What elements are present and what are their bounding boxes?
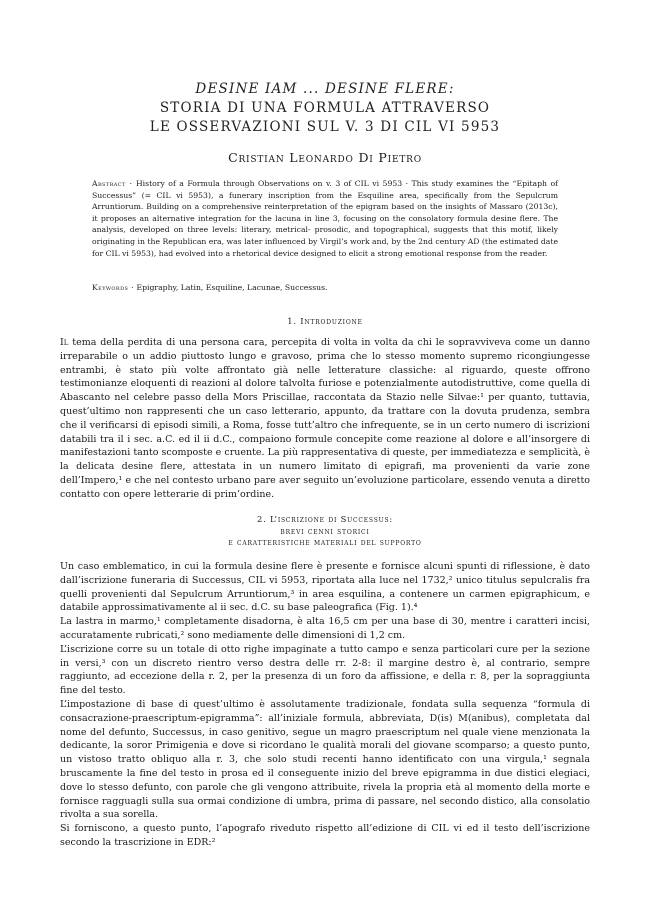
abstract-label: Abstract ·	[92, 179, 133, 188]
title-line-3: LE OSSERVAZIONI SUL V. 3 DI CIL VI 5953	[149, 119, 501, 135]
section-heading-line-3: e caratteristiche materiali del supporto	[228, 537, 422, 547]
keywords-text: Epigraphy, Latin, Esquiline, Lacunae, Successus.	[136, 283, 328, 292]
article-title	[60, 80, 590, 137]
author-name: Cristian Leonardo Di Pietro	[228, 150, 422, 165]
introduction-paragraph	[60, 336, 590, 502]
inscription-body	[60, 560, 590, 850]
body-paragraph: L’impostazione di base di quest’ultimo è assolutamente tradizionale, fondata sulla sequenza “formula di consacrazione-praescriptum-epigramma”: all’iniziale formula, abbreviata, D(is) M(anibus), completata dal nome del defunto, Successus, in caso genitivo, segue un magro praescriptum nel quale viene menzionata la dedicante, la soror Primigenia e dove si ricordano le qualità morali del giovane scomparso; a questo punto, un vistoso tratto obliquo alla r. 3, che solo studi recenti hanno identificato con una virgula,¹ segnala bruscamente la fine del testo in prosa ed il conseguente inizio del breve epigramma in due distici elegiaci, dove lo stesso defunto, con parole che gli vengono attribuite, rivela la propria età al momento della morte e fornisce ragguagli sulla sua ormai condizione di umbra, prima di passare, nel secondo distico, alla consolatio rivolta a sua sorella.	[60, 698, 590, 821]
keywords-label: Keywords ·	[92, 283, 135, 292]
body-paragraph: Si forniscono, a questo punto, l’apografo riveduto rispetto all’edizione di CIL vi ed il testo dell’iscrizione secondo la trascrizione in EDR:²	[60, 823, 590, 848]
section-heading-introduction: 1. Introduzione	[287, 316, 363, 326]
section-heading-line-2: brevi cenni storici	[280, 525, 370, 536]
body-paragraph: La lastra in marmo,¹ completamente disadorna, è alta 16,5 cm per una base di 30, mentre i caratteri incisi, accuratamente rubricati,² sono mediamente delle dimensioni di 1,2 cm.	[60, 616, 590, 641]
section-heading-inscription	[60, 514, 590, 549]
section-heading-line-1: 2. L’iscrizione di Successus:	[256, 514, 394, 524]
keywords	[92, 282, 558, 293]
body-paragraph: L’iscrizione corre su un totale di otto righe impaginate a tutto campo e senza particolari cure per la sezione in versi,³ con un discreto rientro verso destra delle rr. 2-8: il margine destro è, al contrario, sempre raggiunto, ad eccezione della r. 2, per la presenza di un foro da affissione, e della r. 8, per la sopraggiunta fine del testo.	[60, 643, 590, 697]
title-line-2: STORIA DI UNA FORMULA ATTRAVERSO	[159, 100, 491, 116]
body-paragraph: Un caso emblematico, in cui la formula desine flere è presente e fornisce alcuni spunti di riflessione, è dato dall’iscrizione funeraria di Successus, CIL vi 5953, riportata alla luce nel 1732,² unico titulus sepulcralis fra quelli provenienti dal Sepulcrum Arruntiorum,³ in area esquilina, a contenere un carmen epigraphicum, e databile approssimativamente al ii sec. d.C. su base paleografica (Fig. 1).⁴	[60, 561, 590, 614]
abstract	[92, 178, 558, 259]
paragraph-text: tema della perdita di una persona cara, percepita di volta in volta da chi le sopravviveva come un danno irreparabile o un addio piuttosto lungo e gravoso, prima che lo stesso momento supremo ricongiungesse entrambi, è stato più volte affrontato già nelle letterature classiche: al riguardo, queste offrono testimonianze eloquenti di reazioni al dolore talvolta furiose e potenzialmente autodistruttive, come quella di Abascanto nel celebre passo della Mors Priscillae, raccontata da Stazio nelle Silvae:¹ per quanto, tuttavia, quest’ultimo non rappresenti che un caso letterario, appunto, da trattare con la dovuta prudenza, sembra che il verificarsi di episodi simili, a Roma, fosse tutt’altro che infrequente, se in un certo numero di iscrizioni databili tra il i sec. a.C. ed il ii d.C., compaiono formule concepite come reazione al dolore e all’insorgere di manifestazioni tanto scomposte e cruente. La più rappresentativa di queste, per immediatezza e semplicità, è la delicata desine flere, attestata in un numero limitato di epigrafi, ma provenienti da varie zone dell’Impero,¹ e che nel contesto urbano pare aver seguito un’evoluzione particolare, essendo venuta a diretto contatto con opere letterarie di prim’ordine.	[60, 337, 590, 500]
title-line-1: DESINE IAM ... DESINE FLERE:	[195, 81, 455, 97]
paragraph-first-word: Il	[60, 337, 69, 348]
abstract-text: History of a Formula through Observations on v. 3 of CIL vi 5953 · This study examines the “Epitaph of Successus” (= CIL vi 5953), a funerary inscription from the Esquiline area, specifically from the Sepulcrum Arruntiorum. Building on a comprehensive reinterpretation of the epigram based on the insights of Massaro (2013c), it proposes an alternative integration for the lacuna in line 3, focusing on the consolatory formula desine flere. The analysis, developed on three levels: literary, metrical- prosodic, and topographical, suggests that this motif, likely originating in the Republican era, was later influenced by Virgil’s work and, by the 2nd century AD (the estimated date for CIL vi 5953), had evolved into a rhetorical device designed to elicit a strong emotional response from the reader.	[92, 179, 558, 258]
